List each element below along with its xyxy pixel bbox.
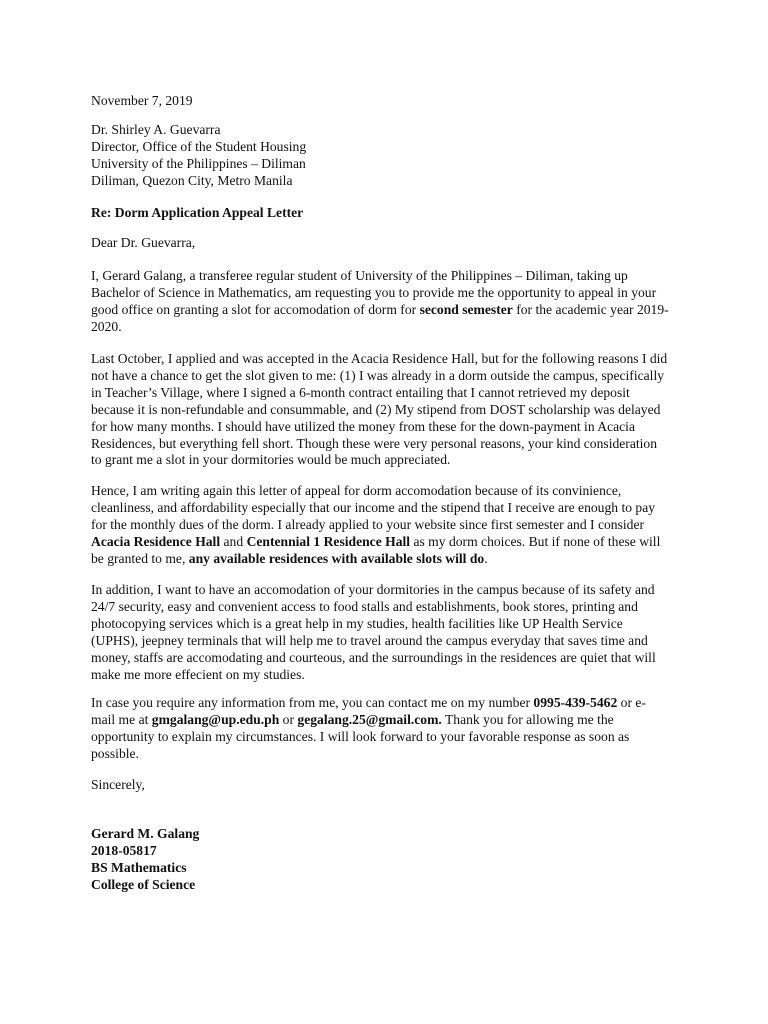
letter-date [91, 93, 691, 110]
paragraph-line: not have a chance to get the slot given to me: (1) I was already in a dorm outside the campus, specifically [91, 367, 665, 383]
paragraph-line: 24/7 security, easy and convenient access to food stalls and establishments, book stores, printing and [91, 598, 638, 614]
paragraph-line: in Teacher’s Village, where I signed a 6-month contract entailing that I cannot retrieved my deposit [91, 384, 630, 400]
emphasis-acacia: Acacia Residence Hall [91, 533, 221, 549]
paragraph-line: money, staffs are accomodating and courteous, and the surroundings in the residences are quiet that will [91, 649, 656, 665]
recipient-institution: University of the Philippines – Diliman [91, 155, 306, 171]
paragraph-contact [91, 695, 691, 763]
email-primary: gmgalang@up.edu.ph [151, 711, 280, 727]
paragraph-reasons-campus [91, 582, 691, 683]
emphasis-semester: second semester [419, 301, 513, 317]
paragraph-line: possible. [91, 745, 139, 761]
paragraph-line: In addition, I want to have an accomodation of your dormitories in the campus because of its safety and [91, 582, 655, 597]
paragraph-line: for the monthly dues of the dorm. I already applied to your website since first semester and I consider [91, 516, 645, 532]
paragraph-line: because it is non-refundable and consummable, and (2) My stipend from DOST scholarship was delayed [91, 401, 661, 417]
signature-student-number: 2018-05817 [91, 842, 157, 858]
paragraph-line: photocopying services which is a great help in my studies, health facilities like UP Health Service [91, 615, 623, 631]
emphasis-any-residence: any available residences with available slots will do [188, 550, 485, 566]
recipient-name: Dr. Shirley A. Guevarra [91, 122, 221, 137]
paragraph-line: to grant me a slot in your dormitories would be much appreciated. [91, 452, 451, 468]
paragraph-line: In case you require any information from me, you can contact me on my number 0995-439-5462 or e- [91, 695, 646, 710]
closing-text: Sincerely, [91, 777, 145, 792]
paragraph-line: Residences, but everything fell short. Though these were very personal reasons, your kind consideration [91, 435, 658, 451]
date-text: November 7, 2019 [91, 93, 193, 108]
paragraph-line: I, Gerard Galang, a transferee regular student of University of the Philippines – Diliman, taking up [91, 268, 628, 283]
email-secondary: gegalang.25@gmail.com. [297, 711, 442, 727]
paragraph-line: make me more effecient on my studies. [91, 666, 305, 682]
paragraph-line: mail me at gmgalang@up.edu.ph or gegalang.25@gmail.com. Thank you for allowing me the [91, 711, 614, 727]
letter-closing [91, 777, 691, 794]
recipient-title: Director, Office of the Student Housing [91, 138, 307, 154]
recipient-address [91, 122, 691, 190]
letter-salutation [91, 235, 691, 252]
paragraph-line: Bachelor of Science in Mathematics, am requesting you to provide me the opportunity to appeal in your [91, 284, 657, 300]
paragraph-reasons [91, 351, 691, 469]
paragraph-dorm-choices [91, 483, 691, 568]
emphasis-centennial: Centennial 1 Residence Hall [246, 533, 411, 549]
paragraph-line: good office on granting a slot for accomodation of dorm for second semester for the academic year 2019- [91, 301, 669, 317]
signature-college: College of Science [91, 876, 196, 892]
signature-name: Gerard M. Galang [91, 826, 200, 841]
subject-text: Re: Dorm Application Appeal Letter [91, 205, 304, 220]
phone-number: 0995-439-5462 [533, 695, 618, 710]
salutation-text: Dear Dr. Guevarra, [91, 235, 196, 250]
paragraph-line: cleanliness, and affordability especially that our income and the stipend that I receive are enough to pay [91, 499, 656, 515]
paragraph-line: Last October, I applied and was accepted in the Acacia Residence Hall, but for the following reasons I did [91, 351, 668, 366]
signature-block [91, 826, 691, 894]
paragraph-line: (UPHS), jeepney terminals that will help me to travel around the campus everyday that saves time and [91, 632, 648, 648]
letter-subject [91, 205, 691, 222]
paragraph-line: for how many months. I should have utilized the money from these for the down-payment in Acacia [91, 418, 635, 434]
paragraph-line: Acacia Residence Hall and Centennial 1 Residence Hall as my dorm choices. But if none of these will [91, 533, 661, 549]
recipient-address-line: Diliman, Quezon City, Metro Manila [91, 172, 293, 188]
paragraph-line: be granted to me, any available residences with available slots will do. [91, 550, 488, 566]
paragraph-line: 2020. [91, 318, 122, 334]
paragraph-line: Hence, I am writing again this letter of appeal for dorm accomodation because of its convinience, [91, 483, 622, 498]
paragraph-introduction [91, 268, 691, 336]
paragraph-line: opportunity to explain my circumstances. I will look forward to your favorable response as soon as [91, 728, 630, 744]
signature-program: BS Mathematics [91, 859, 187, 875]
